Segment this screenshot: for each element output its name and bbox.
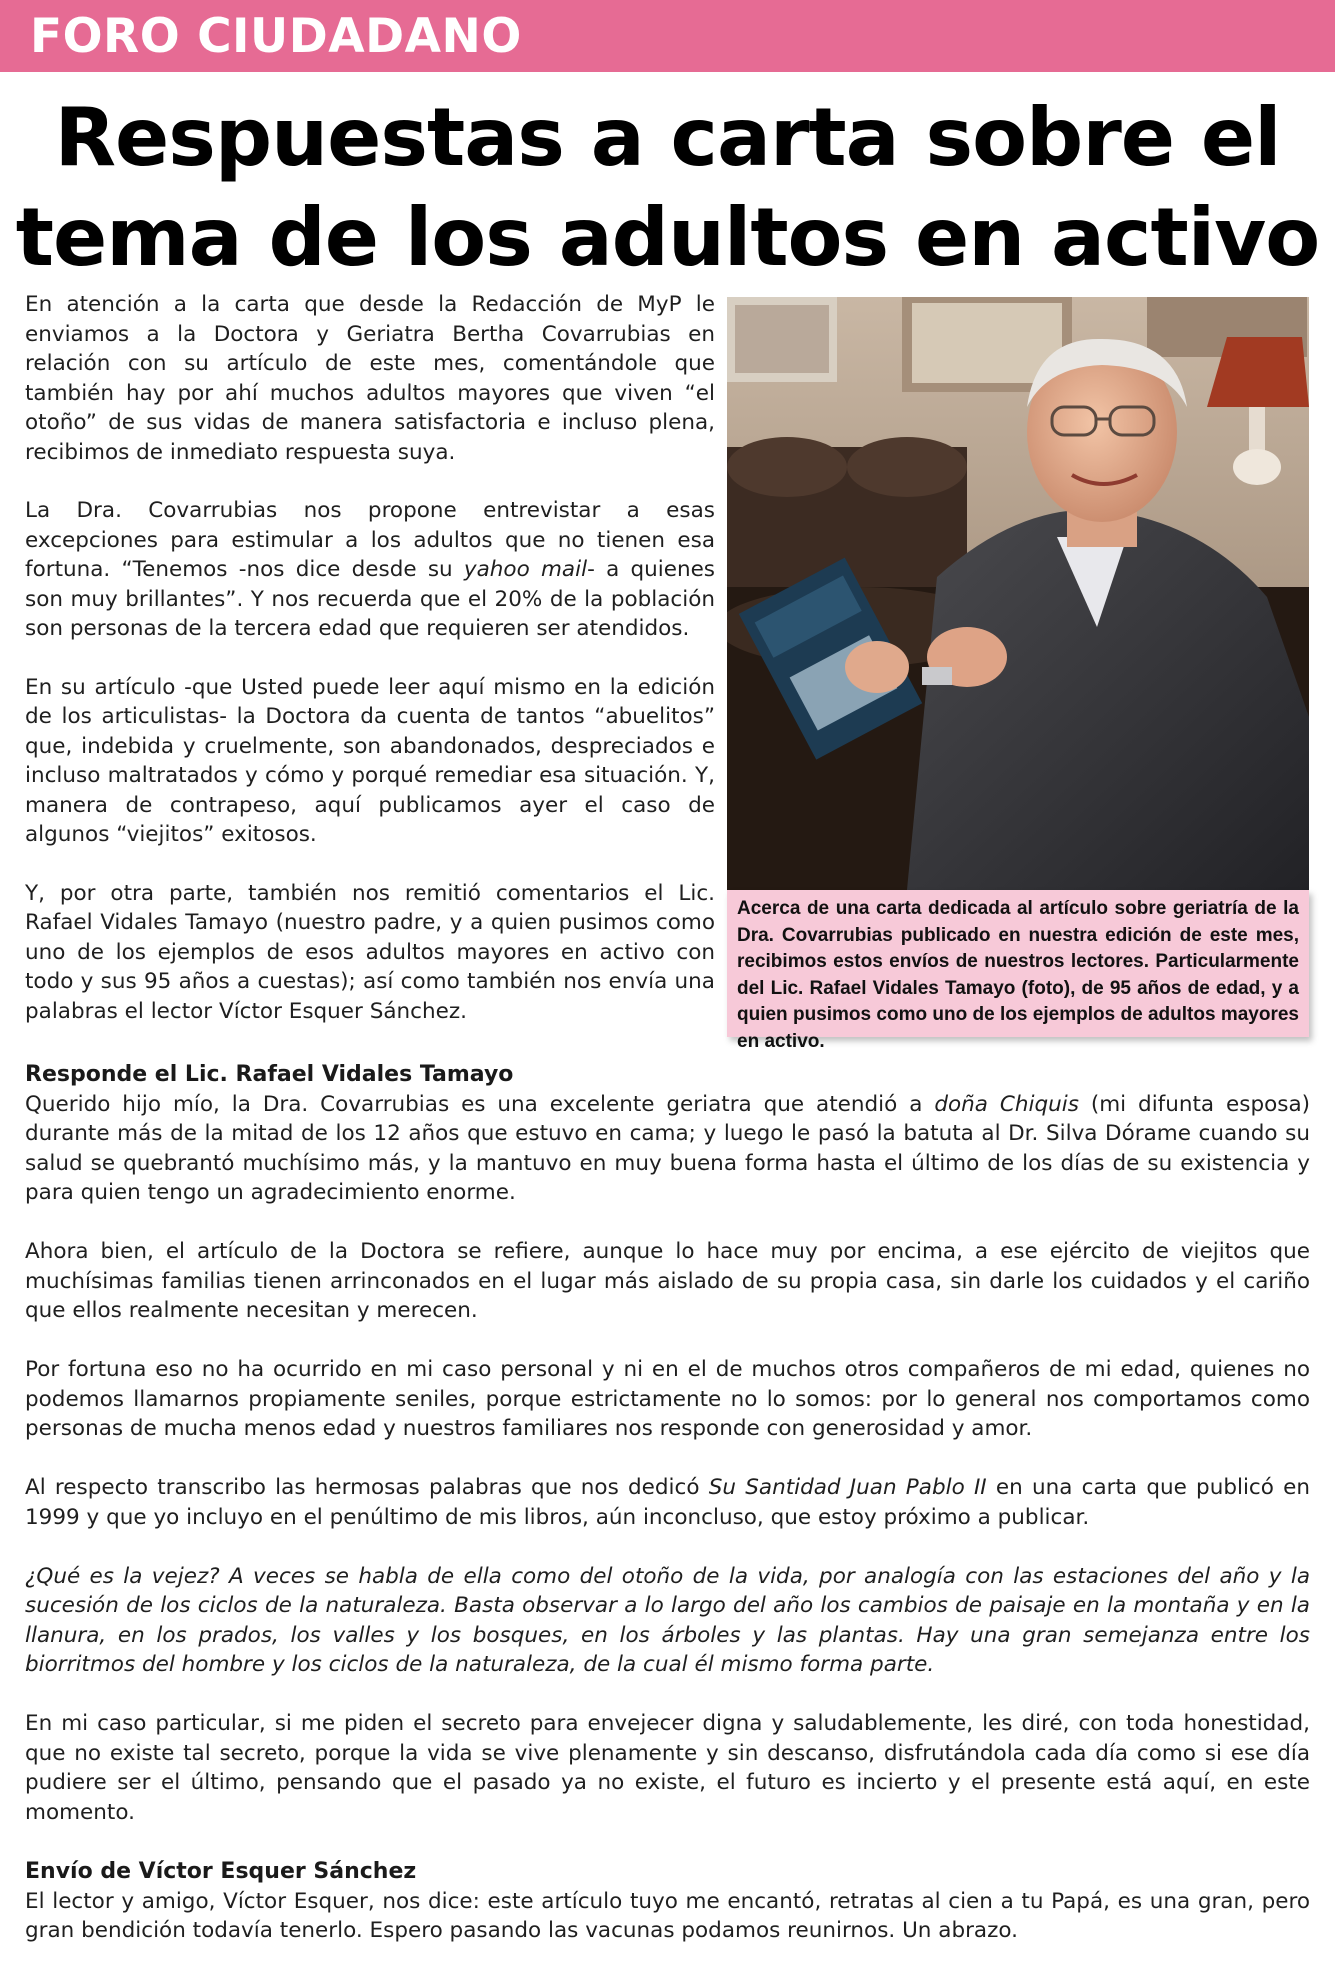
- intro-paragraph-2-emphasis: yahoo mail: [463, 557, 588, 582]
- photo-illustration: [727, 297, 1309, 890]
- article-photo: [727, 297, 1309, 890]
- response-paragraph-4: [25, 1473, 1310, 1532]
- section-banner: [0, 0, 1335, 72]
- envio-paragraph-1: El lector y amigo, Víctor Esquer, nos dice: este artículo tuyo me encantó, retratas al cien a tu Papá, es una gran, pero gran bendición todavía tenerlo. Espero pasando las vacunas podamos reunirnos. Un abrazo.: [25, 1888, 1310, 1943]
- intro-paragraph-1: En atención a la carta que desde la Redacción de MyP le enviamos a la Doctora y Geriatra Bertha Covarrubias en relación con su artículo de este mes, comentándole que también hay por ahí muchos adultos mayores que viven “el otoño” de sus vidas de manera satisfactoria e incluso plena, recibimos de inmediato respuesta suya.: [25, 292, 715, 465]
- pope-quote: ¿Qué es la vejez? A veces se habla de ella como del otoño de la vida, por analogía con las estaciones del año y la sucesión de los ciclos de la naturaleza. Basta observar a lo largo del año los cambios de paisaje en la montaña y en la llanura, en los prados, los valles y los bosques, en los árboles y las plantas. Hay una gran semejanza entre los biorritmos del hombre y los ciclos de la naturaleza, de la cual él mismo forma parte.: [25, 1563, 1310, 1677]
- response-paragraph-4-text-a: Al respecto transcribo las hermosas palabras que nos dedicó: [25, 1475, 709, 1500]
- intro-paragraph-2-text-b: - a quienes son muy brillantes”. Y nos recuerda que el 20% de la población son personas de la tercera edad que requieren ser atendidos.: [25, 557, 716, 641]
- article-headline: [0, 88, 1335, 288]
- intro-paragraph-3: En su artículo -que Usted puede leer aquí mismo en la edición de los articulistas- la Doctora da cuenta de tantos “abuelitos” que, indebida y cruelmente, son abandonados, despreciados e incluso maltratados y cómo y porqué remediar esa situación. Y, manera de contrapeso, aquí publicamos ayer el caso de algunos “viejitos” exitosos.: [25, 674, 715, 847]
- response-heading: Responde el Lic. Rafael Vidales Tamayo: [25, 1062, 514, 1087]
- response-paragraph-1-text-a: Querido hijo mío, la Dra. Covarrubias es una excelente geriatra que atendió a: [25, 1091, 935, 1117]
- photo-caption: Acerca de una carta dedicada al artículo sobre geriatría de la Dra. Covarrubias publicado en nuestra edición de este mes, recibimos estos envíos de nuestros lectores. Particularmente del Lic. Rafael Vidales Tamayo (foto), de 95 años de edad, y a quien pusimos como uno de los ejemplos de adultos mayores en activo.: [727, 890, 1309, 1037]
- response-paragraph-1: [25, 1090, 1310, 1208]
- section-title: FORO CIUDADANO: [30, 9, 522, 64]
- response-paragraph-2: Ahora bien, el artículo de la Doctora se refiere, aunque lo hace muy por encima, a ese ejército de viejitos que muchísimas familias tienen arrinconados en el lugar más aislado de su propia casa, sin darle los cuidados y el cariño que ellos realmente necesitan y merecen.: [25, 1239, 1310, 1323]
- envio-heading: Envío de Víctor Esquer Sánchez: [25, 1859, 417, 1884]
- response-section: [25, 1060, 1310, 1946]
- intro-paragraph-2: [25, 496, 715, 644]
- headline-line-2: tema de los adultos en activo: [15, 191, 1320, 284]
- intro-column: [25, 290, 715, 1026]
- intro-paragraph-4: Y, por otra parte, también nos remitió comentarios el Lic. Rafael Vidales Tamayo (nuestro padre, y a quien pusimos como uno de los ejemplos de esos adultos mayores en activo con todo y sus 95 años a cuestas); así como también nos envía una palabras el lector Víctor Esquer Sánchez.: [25, 880, 715, 1024]
- response-paragraph-4-text-b: en una carta que publicó en 1999 y que yo incluyo en el penúltimo de mis libros, aún inconcluso, que estoy próximo a publicar.: [25, 1475, 1310, 1530]
- response-paragraph-3: Por fortuna eso no ha ocurrido en mi caso personal y ni en el de muchos otros compañeros de mi edad, quienes no podemos llamarnos propiamente seniles, porque estrictamente no lo somos: por lo general nos comportamos como personas de mucha menos edad y nuestros familiares nos responde con generosidad y amor.: [25, 1357, 1310, 1441]
- response-paragraph-1-emphasis: doña Chiquis: [934, 1091, 1079, 1117]
- response-paragraph-4-emphasis: Su Santidad Juan Pablo II: [708, 1475, 987, 1500]
- response-paragraph-5: En mi caso particular, si me piden el secreto para envejecer digna y saludablemente, les diré, con toda honestidad, que no existe tal secreto, porque la vida se vive plenamente y sin descanso, disfrutándola cada día como si ese día pudiere ser el último, pensando que el pasado ya no existe, el futuro es incierto y el presente está aquí, en este momento.: [25, 1711, 1310, 1825]
- response-paragraph-1-text-b: (mi difunta esposa) durante más de la mitad de los 12 años que estuvo en cama; y luego le pasó la batuta al Dr. Silva Dórame cuando su salud se quebrantó muchísimo más, y la mantuvo en muy buena forma hasta el último de los días de su existencia y para quien tengo un agradecimiento enorme.: [25, 1091, 1311, 1205]
- intro-paragraph-2-text-a: La Dra. Covarrubias nos propone entrevistar a esas excepciones para estimular a los adultos que no tienen esa fortuna. “Tenemos -nos dice desde su: [25, 498, 715, 582]
- headline-line-1: Respuestas a carta sobre el: [54, 91, 1281, 184]
